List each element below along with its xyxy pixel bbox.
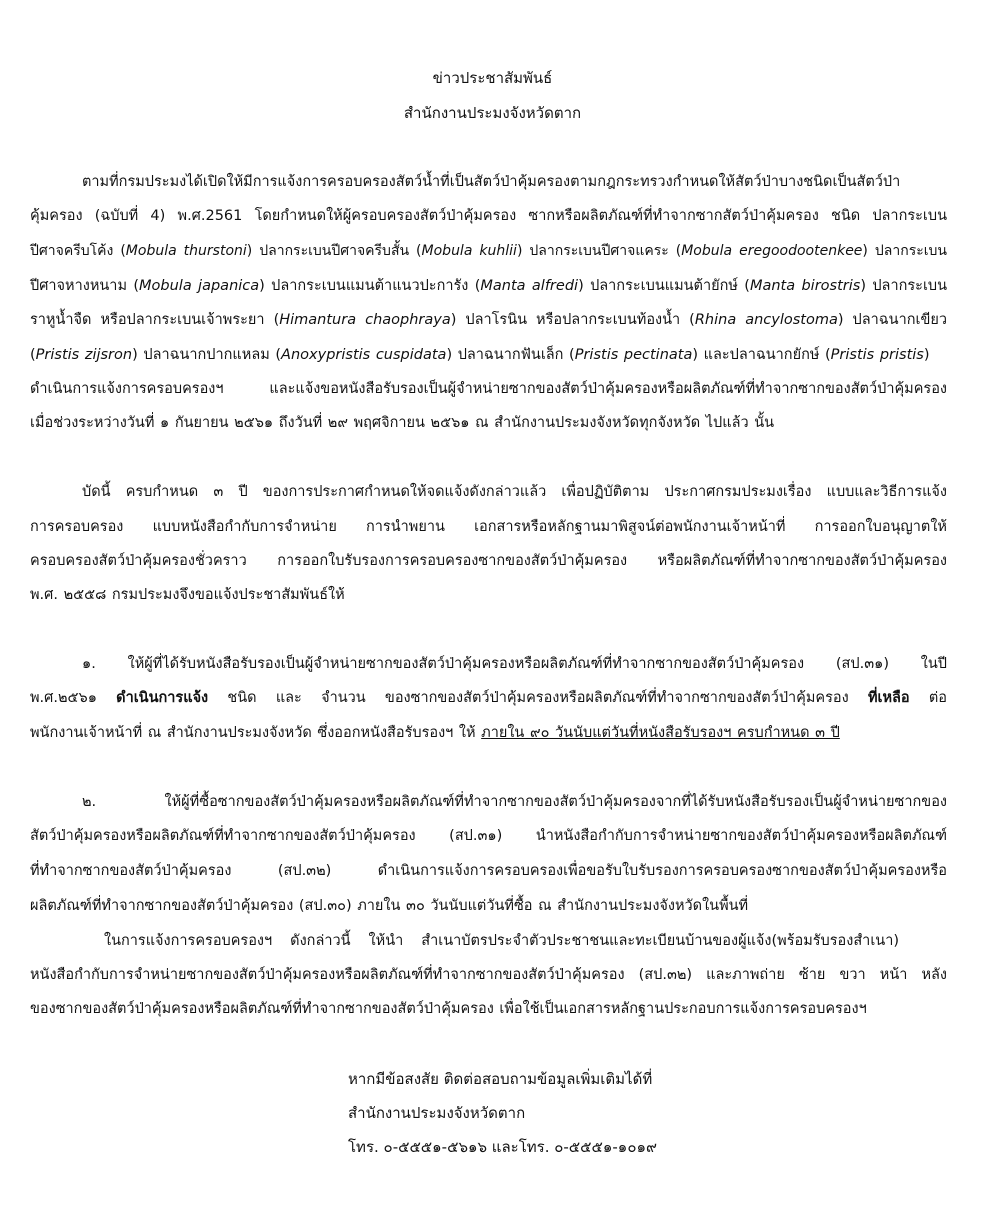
species-name: Mobula japanica [139, 278, 260, 294]
item2-line1: ๒. ให้ผู้ที่ซื้อซากของสัตว์ป่าคุ้มครองหรือผลิตภัณฑ์ที่ทำจากซากของสัตว์ป่าคุ้มครองจากที่ได้รับหนังสือรับรองเป็นผู้จำหน่ายซากของ [82, 794, 947, 810]
para3-line1: ในการแจ้งการครอบครองฯ ดังกล่าวนี้ ให้นำ สำเนาบัตรประจำตัวประชาชนและทะเบียนบ้านของผู้แจ้ง(พร้อมรับรองสำเนา) [104, 933, 899, 949]
para1-line5: ราหูน้ำจืด หรือปลากระเบนเจ้าพระยา (Himantura chaophraya) ปลาโรนิน หรือปลากระเบนท้องน้ำ (Rhina ancylostoma) ปลาฉนากเขียว [30, 312, 948, 328]
para1-line2: คุ้มครอง (ฉบับที่ 4) พ.ศ.2561 โดยกำหนดให้ผู้ครอบครองสัตว์ป่าคุ้มครอง ซากหรือผลิตภัณฑ์ที่ทำจากซากสัตว์ป่าคุ้มครอง ชนิด ปลากระเบน [30, 208, 947, 224]
para3-line2: หนังสือกำกับการจำหน่ายซากของสัตว์ป่าคุ้มครองหรือผลิตภัณฑ์ที่ทำจากซากของสัตว์ป่าคุ้มครอง (สป.๓๒) และภาพถ่าย ซ้าย ขวา หน้า หลัง [30, 967, 947, 983]
contact-intro: หากมีข้อสงสัย ติดต่อสอบถามข้อมูลเพิ่มเติมได้ที่ [348, 1070, 653, 1088]
para1-line8: เมื่อช่วงระหว่างวันที่ ๑ กันยายน ๒๕๖๑ ถึงวันที่ ๒๙ พฤศจิกายน ๒๕๖๑ ณ สำนักงานประมงจังหวัดทุกจังหวัด ไปแล้ว นั้น [30, 415, 775, 431]
para1-line3: ปีศาจครีบโค้ง (Mobula thurstoni) ปลากระเบนปีศาจครีบสั้น (Mobula kuhlii) ปลากระเบนปีศาจแคระ (Mobula eregoodootenkee) ปลากระเบน [30, 243, 947, 259]
item1-line1: ๑. ให้ผู้ที่ได้รับหนังสือรับรองเป็นผู้จำหน่ายซากของสัตว์ป่าคุ้มครองหรือผลิตภัณฑ์ที่ทำจากซากของสัตว์ป่าคุ้มครอง (สป.๓๑) ในปี [82, 656, 947, 672]
species-name: Pristis pectinata [574, 347, 693, 363]
emphasis-text: ดำเนินการแจ้ง [116, 690, 209, 706]
para2-line3: ครอบครองสัตว์ป่าคุ้มครองชั่วคราว การออกใบรับรองการครอบครองซากของสัตว์ป่าคุ้มครอง หรือผลิตภัณฑ์ที่ทำจากซากของสัตว์ป่าคุ้มครอง [30, 553, 947, 569]
contact-office: สำนักงานประมงจังหวัดตาก [348, 1104, 526, 1122]
para2-line4: พ.ศ. ๒๕๕๘ กรมประมงจึงขอแจ้งประชาสัมพันธ์ให้ [30, 587, 345, 603]
species-name: Mobula thurstoni [125, 243, 247, 259]
species-name: Pristis zijsron [35, 347, 133, 363]
species-name: Anoxypristis cuspidata [281, 347, 447, 363]
para1-line6: (Pristis zijsron) ปลาฉนากปากแหลม (Anoxypristis cuspidata) ปลาฉนากฟันเล็ก (Pristis pectinata) และปลาฉนากยักษ์ (Pristis pristis) [30, 347, 930, 363]
item2-line2: สัตว์ป่าคุ้มครองหรือผลิตภัณฑ์ที่ทำจากซากของสัตว์ป่าคุ้มครอง (สป.๓๑) นำหนังสือกำกับการจำหน่ายซากของสัตว์ป่าคุ้มครองหรือผลิตภัณฑ์ [30, 828, 947, 844]
document-office: สำนักงานประมงจังหวัดตาก [403, 104, 582, 122]
species-name: Himantura chaophraya [279, 312, 451, 328]
species-name: Manta alfredi [480, 278, 579, 294]
contact-phone: โทร. ๐-๕๕๕๑-๕๖๑๖ และโทร. ๐-๕๕๕๑-๑๐๑๙ [348, 1138, 657, 1156]
para3-line3: ของซากของสัตว์ป่าคุ้มครองหรือผลิตภัณฑ์ที่ทำจากซากของสัตว์ป่าคุ้มครอง เพื่อใช้เป็นเอกสารหลักฐานประกอบการแจ้งการครอบครองฯ [30, 1001, 867, 1017]
item1-line2: พ.ศ.๒๕๖๑ ดำเนินการแจ้ง ชนิด และ จำนวน ของซากของสัตว์ป่าคุ้มครองหรือผลิตภัณฑ์ที่ทำจากซากของสัตว์ป่าคุ้มครอง ที่เหลือ ต่อ [30, 690, 948, 706]
para1-line4: ปีศาจหางหนาม (Mobula japanica) ปลากระเบนแมนต้าแนวปะการัง (Manta alfredi) ปลากระเบนแมนต้ายักษ์ (Manta birostris) ปลากระเบน [30, 278, 948, 294]
item2-line4: ผลิตภัณฑ์ที่ทำจากซากของสัตว์ป่าคุ้มครอง (สป.๓๐) ภายใน ๓๐ วันนับแต่วันที่ซื้อ ณ สำนักงานประมงจังหวัดในพื้นที่ [30, 898, 749, 914]
item1-line3: พนักงานเจ้าหน้าที่ ณ สำนักงานประมงจังหวัด ซึ่งออกหนังสือรับรองฯ ให้ ภายใน ๙๐ วันนับแต่วันที่หนังสือรับรองฯ ครบกำหนด ๓ ปี [30, 725, 840, 741]
para2-line2: การครอบครอง แบบหนังสือกำกับการจำหน่าย การนำพยาน เอกสารหรือหลักฐานมาพิสูจน์ต่อพนักงานเจ้าหน้าที่ การออกใบอนุญาตให้ [30, 519, 947, 535]
deadline-text: ภายใน ๙๐ วันนับแต่วันที่หนังสือรับรองฯ ครบกำหนด ๓ ปี [481, 725, 840, 741]
para2-line1: บัดนี้ ครบกำหนด ๓ ปี ของการประกาศกำหนดให้จดแจ้งดังกล่าวแล้ว เพื่อปฏิบัติตาม ประกาศกรมประมงเรื่อง แบบและวิธีการแจ้ง [82, 484, 947, 500]
species-name: Mobula kuhlii [421, 243, 517, 259]
para1-line1: ตามที่กรมประมงได้เปิดให้มีการแจ้งการครอบครองสัตว์น้ำที่เป็นสัตว์ป่าคุ้มครองตามกฎกระทรวงกำหนดให้สัตว์ป่าบางชนิดเป็นสัตว์ป่า [82, 174, 901, 190]
species-name: Rhina ancylostoma [694, 312, 838, 328]
item2-line3: ที่ทำจากซากของสัตว์ป่าคุ้มครอง (สป.๓๒) ดำเนินการแจ้งการครอบครองเพื่อขอรับใบรับรองการครอบครองซากของสัตว์ป่าคุ้มครองหรือ [30, 863, 947, 879]
document-title: ข่าวประชาสัมพันธ์ [432, 69, 553, 87]
species-name: Pristis pristis [830, 347, 924, 363]
emphasis-text: ที่เหลือ [867, 690, 910, 706]
species-name: Mobula eregoodootenkee [681, 243, 863, 259]
para1-line7: ดำเนินการแจ้งการครอบครองฯ และแจ้งขอหนังสือรับรองเป็นผู้จำหน่ายซากของสัตว์ป่าคุ้มครองหรือผลิตภัณฑ์ที่ทำจากซากของสัตว์ป่าคุ้มครอง [30, 381, 947, 397]
species-name: Manta birostris [749, 278, 861, 294]
